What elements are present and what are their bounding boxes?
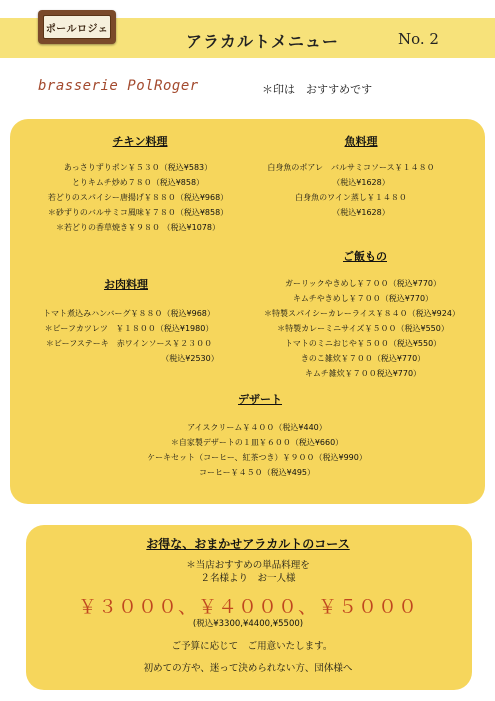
course-note: 初めての方や、迷って決められない方、団体様へ: [143, 663, 353, 674]
course-description: ２名様より お一人様: [200, 573, 296, 584]
menu-item: きのこ雑炊￥７００（税込¥770）: [300, 354, 426, 363]
menu-item: ケーキセット（コーヒー、紅茶つき）￥９００（税込¥990）: [147, 453, 367, 462]
course-tax: (税込¥3300,¥4400,¥5500): [192, 619, 304, 629]
menu-item: ＊ビーフカツレツ ￥１８００（税込¥1980）: [44, 324, 214, 333]
logo: [38, 10, 116, 44]
menu-item: キムチ雑炊￥７００税込¥770）: [304, 369, 422, 378]
section-title-chicken: チキン料理: [112, 135, 168, 148]
menu-item: ガーリックやきめし￥７００（税込¥770）: [284, 279, 442, 288]
section-title-meat: お肉料理: [104, 278, 148, 291]
menu-item: （税込¥1628）: [332, 178, 390, 187]
menu-item: トマト煮込みハンバーグ￥８８０（税込¥968）: [43, 309, 215, 318]
section-title-rice: ご飯もの: [343, 250, 387, 263]
page-number: No. 2: [398, 30, 439, 48]
menu-item: ＊特製カレーミニサイズ￥５００（税込¥550）: [277, 324, 449, 333]
menu-item: アイスクリーム￥４００（税込¥440）: [187, 423, 327, 432]
menu-item: 白身魚のポアレ バルサミコソース￥１４８０: [267, 163, 435, 172]
menu-item: （税込¥2530）: [161, 354, 219, 363]
menu-item: 白身魚のワイン蒸し￥１４８０: [295, 193, 407, 202]
menu-item: ＊特製スパイシーカレーライス￥８４０（税込¥924）: [264, 309, 460, 318]
menu-item: とりキムチ炒め７８０（税込¥858）: [71, 178, 205, 187]
menu-item: キムチやきめし￥７００（税込¥770）: [292, 294, 434, 303]
menu-item: ＊若どりの香草焼き￥９８０ （税込¥1078）: [56, 223, 220, 232]
menu-item: ＊ビーフステーキ 赤ワインソース￥２３００: [45, 339, 213, 348]
course-note: ご予算に応じて ご用意いたします。: [171, 641, 333, 652]
course-description: ＊当店おすすめの単品料理を: [186, 560, 310, 571]
logo-text: ポールロジェ: [43, 15, 111, 39]
course-title: お得な、おまかせアラカルトのコース: [146, 537, 350, 551]
menu-item: コーヒー￥４５０（税込¥495）: [198, 468, 316, 477]
page-title: アラカルトメニュー: [186, 32, 339, 51]
recommend-note: ＊印は おすすめです: [262, 83, 373, 96]
menu-item: あっさりずりポン￥５３０（税込¥583）: [63, 163, 213, 172]
brand-name: brasserie PolRoger: [38, 78, 199, 94]
menu-item: ＊砂ずりのバルサミコ風味￥７８０（税込¥858）: [47, 208, 229, 217]
menu-item: 若どりのスパイシー唐揚げ￥８８０（税込¥968）: [47, 193, 229, 202]
menu-item: （税込¥1628）: [332, 208, 390, 217]
menu-item: ＊自家製デザートの１皿￥６００（税込¥660）: [170, 438, 344, 447]
course-prices: ￥３０００、￥４０００、￥５０００: [77, 596, 419, 618]
section-title-fish: 魚料理: [344, 135, 378, 148]
section-title-dessert: デザート: [238, 393, 282, 406]
menu-item: トマトのミニおじや￥５００（税込¥550）: [284, 339, 442, 348]
